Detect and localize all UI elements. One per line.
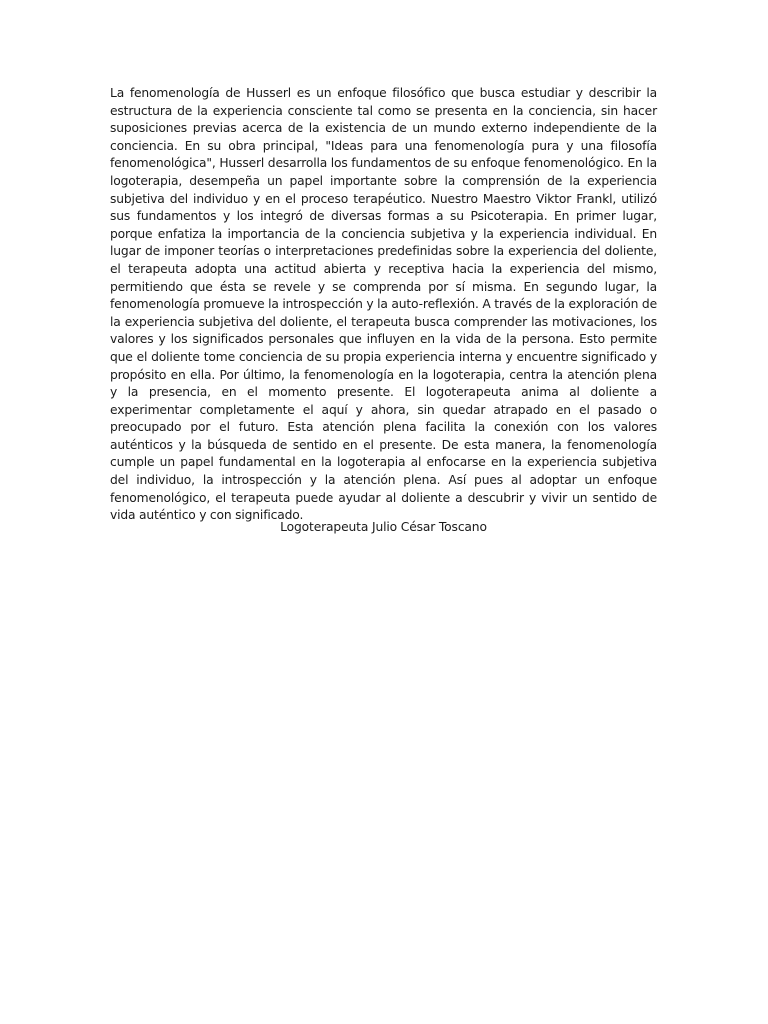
author-signature: Logoterapeuta Julio César Toscano [280, 520, 487, 534]
body-paragraph: La fenomenología de Husserl es un enfoque filosófico que busca estudiar y describir la estructura de la experiencia consciente tal como se presenta en la conciencia, sin hacer suposiciones previas acerca de la existencia de un mundo externo independiente de la conciencia. En su obra principal, "Ideas para una fenomenología pura y una filosofía fenomenológica", Husserl desarrolla los fundamentos de su enfoque fenomenológico. En la logoterapia, desempeña un papel importante sobre la comprensión de la experiencia subjetiva del individuo y en el proceso terapéutico. Nuestro Maestro Viktor Frankl, utilizó sus fundamentos y los integró de diversas formas a su Psicoterapia. En primer lugar, porque enfatiza la importancia de la conciencia subjetiva y la experiencia individual. En lugar de imponer teorías o interpretaciones predefinidas sobre la experiencia del doliente, el terapeuta adopta una actitud abierta y receptiva hacia la experiencia del mismo, permitiendo que ésta se revele y se comprenda por sí misma. En segundo lugar, la fenomenología promueve la introspección y la auto-reflexión. A través de la exploración de la experiencia subjetiva del doliente, el terapeuta busca comprender las motivaciones, los valores y los significados personales que influyen en la vida de la persona. Esto permite que el doliente tome conciencia de su propia experiencia interna y encuentre significado y propósito en ella. Por último, la fenomenología en la logoterapia, centra la atención plena y la presencia, en el momento presente. El logoterapeuta anima al doliente a experimentar completamente el aquí y ahora, sin quedar atrapado en el pasado o preocupado por el futuro. Esta atención plena facilita la conexión con los valores auténticos y la búsqueda de sentido en el presente. De esta manera, la fenomenología cumple un papel fundamental en la logoterapia al enfocarse en la experiencia subjetiva del individuo, la introspección y la atención plena. Así pues al adoptar un enfoque fenomenológico, el terapeuta puede ayudar al doliente a descubrir y vivir un sentido de vida auténtico y con significado. [110, 86, 657, 523]
